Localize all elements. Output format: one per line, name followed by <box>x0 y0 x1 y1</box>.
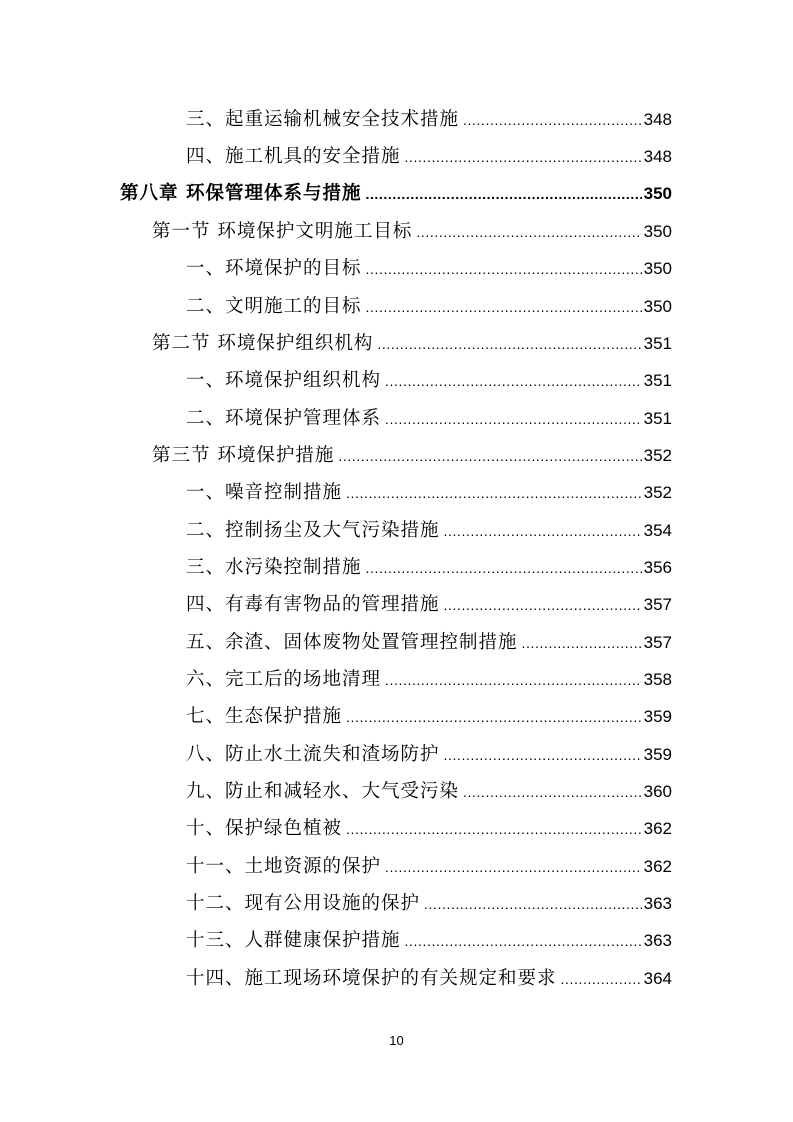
toc-entry-page: 356 <box>643 558 672 577</box>
toc-dot-leader <box>424 890 642 918</box>
toc-entry-title: 第三节 环境保护措施 <box>152 445 335 466</box>
toc-entry-page: 364 <box>643 969 672 988</box>
toc-entry[interactable] <box>186 815 672 843</box>
toc-entry-page: 350 <box>643 222 672 241</box>
toc-entry-title: 十、保护绿色植被 <box>186 818 343 839</box>
page-number: 10 <box>389 1033 404 1048</box>
toc-entry-page: 348 <box>643 110 672 129</box>
toc-entry-title: 二、控制扬尘及大气污染措施 <box>186 520 440 541</box>
toc-entry-page: 357 <box>643 633 672 652</box>
toc-entry[interactable] <box>186 778 672 806</box>
toc-dot-leader <box>444 517 642 545</box>
toc-entry-page: 352 <box>643 483 672 502</box>
toc-entry[interactable] <box>186 554 672 582</box>
toc-entry-page: 359 <box>643 707 672 726</box>
toc-entry-title: 四、有毒有害物品的管理措施 <box>186 594 440 615</box>
toc-entry[interactable] <box>186 666 672 694</box>
toc-dot-leader <box>463 778 642 806</box>
toc-entry-title: 五、余渣、固体废物处置管理控制措施 <box>186 632 518 653</box>
toc-entry-page: 358 <box>643 670 672 689</box>
toc-dot-leader <box>522 629 642 657</box>
toc-entry[interactable] <box>186 629 672 657</box>
toc-entry[interactable] <box>186 741 672 769</box>
toc-entry-page: 348 <box>643 147 672 166</box>
toc-entry-page: 362 <box>643 857 672 876</box>
toc-dot-leader <box>338 442 641 470</box>
toc-entry-page: 363 <box>643 931 672 950</box>
toc-entry-page: 363 <box>643 894 672 913</box>
toc-entry[interactable] <box>186 367 672 395</box>
toc-entry[interactable] <box>186 255 672 283</box>
toc-entry[interactable] <box>186 517 672 545</box>
toc-entry-title: 十三、人群健康保护措施 <box>186 930 401 951</box>
toc-dot-leader <box>385 853 642 881</box>
toc-entry-title: 三、起重运输机械安全技术措施 <box>186 109 460 130</box>
toc-entry[interactable] <box>186 405 672 433</box>
toc-entry-title: 第二节 环境保护组织机构 <box>152 333 374 354</box>
toc-dot-leader <box>385 405 642 433</box>
toc-entry-title: 九、防止和减轻水、大气受污染 <box>186 781 460 802</box>
toc-entry[interactable] <box>186 591 672 619</box>
toc-dot-leader <box>366 554 642 582</box>
toc-entry-title: 一、噪音控制措施 <box>186 482 343 503</box>
toc-entry-title: 二、环境保护管理体系 <box>186 408 382 429</box>
toc-entry-title: 六、完工后的场地清理 <box>186 669 382 690</box>
toc-dot-leader <box>365 180 641 208</box>
toc-dot-leader <box>377 330 641 358</box>
toc-entry-title: 十四、施工现场环境保护的有关规定和要求 <box>186 968 557 989</box>
toc-section-entry[interactable] <box>152 218 672 246</box>
toc-entry-title: 十二、现有公用设施的保护 <box>186 893 421 914</box>
toc-entry[interactable] <box>186 927 672 955</box>
toc-entry-page: 359 <box>643 745 672 764</box>
toc-section-entry[interactable] <box>152 330 672 358</box>
toc-dot-leader <box>444 591 642 619</box>
toc-entry-title: 四、施工机具的安全措施 <box>186 146 401 167</box>
toc-chapter-entry[interactable] <box>120 180 672 208</box>
toc-dot-leader <box>366 255 642 283</box>
toc-entry-page: 360 <box>643 782 672 801</box>
toc-entry-page: 350 <box>643 297 672 316</box>
toc-entry-title: 三、水污染控制措施 <box>186 557 362 578</box>
toc-dot-leader <box>366 293 642 321</box>
toc-entry-page: 350 <box>643 259 672 278</box>
toc-entry-page: 362 <box>643 819 672 838</box>
toc-entry[interactable] <box>186 965 672 993</box>
toc-dot-leader <box>346 815 642 843</box>
toc-dot-leader <box>346 703 642 731</box>
toc-entry[interactable] <box>186 703 672 731</box>
toc-dot-leader <box>405 143 642 171</box>
toc-section-entry[interactable] <box>152 442 672 470</box>
toc-entry-title: 一、环境保护组织机构 <box>186 370 382 391</box>
toc-dot-leader <box>416 218 641 246</box>
toc-entry[interactable] <box>186 890 672 918</box>
toc-entry-title: 二、文明施工的目标 <box>186 296 362 317</box>
toc-dot-leader <box>463 106 642 134</box>
toc-entry-page: 352 <box>643 446 672 465</box>
toc-dot-leader <box>385 367 642 395</box>
toc-entry-page: 354 <box>643 521 672 540</box>
toc-dot-leader <box>405 927 642 955</box>
toc-entry-page: 350 <box>643 184 672 203</box>
toc-entry[interactable] <box>186 106 672 134</box>
toc-dot-leader <box>444 741 642 769</box>
toc-entry[interactable] <box>186 479 672 507</box>
toc-entry-title: 一、环境保护的目标 <box>186 258 362 279</box>
toc-entry-title: 七、生态保护措施 <box>186 706 343 727</box>
toc-entry[interactable] <box>186 293 672 321</box>
toc-dot-leader <box>346 479 642 507</box>
toc-entry-page: 351 <box>643 334 672 353</box>
toc-entry[interactable] <box>186 853 672 881</box>
toc-entry-title: 第一节 环境保护文明施工目标 <box>152 221 413 242</box>
toc-entry-page: 351 <box>643 371 672 390</box>
toc-dot-leader <box>385 666 642 694</box>
toc-entry-title: 第八章 环保管理体系与措施 <box>120 183 362 204</box>
toc-entry-title: 八、防止水土流失和渣场防护 <box>186 744 440 765</box>
toc-dot-leader <box>561 965 642 993</box>
toc-entry-title: 十一、土地资源的保护 <box>186 856 382 877</box>
toc-entry-page: 357 <box>643 595 672 614</box>
toc-entry-page: 351 <box>643 409 672 428</box>
toc-entry[interactable] <box>186 143 672 171</box>
